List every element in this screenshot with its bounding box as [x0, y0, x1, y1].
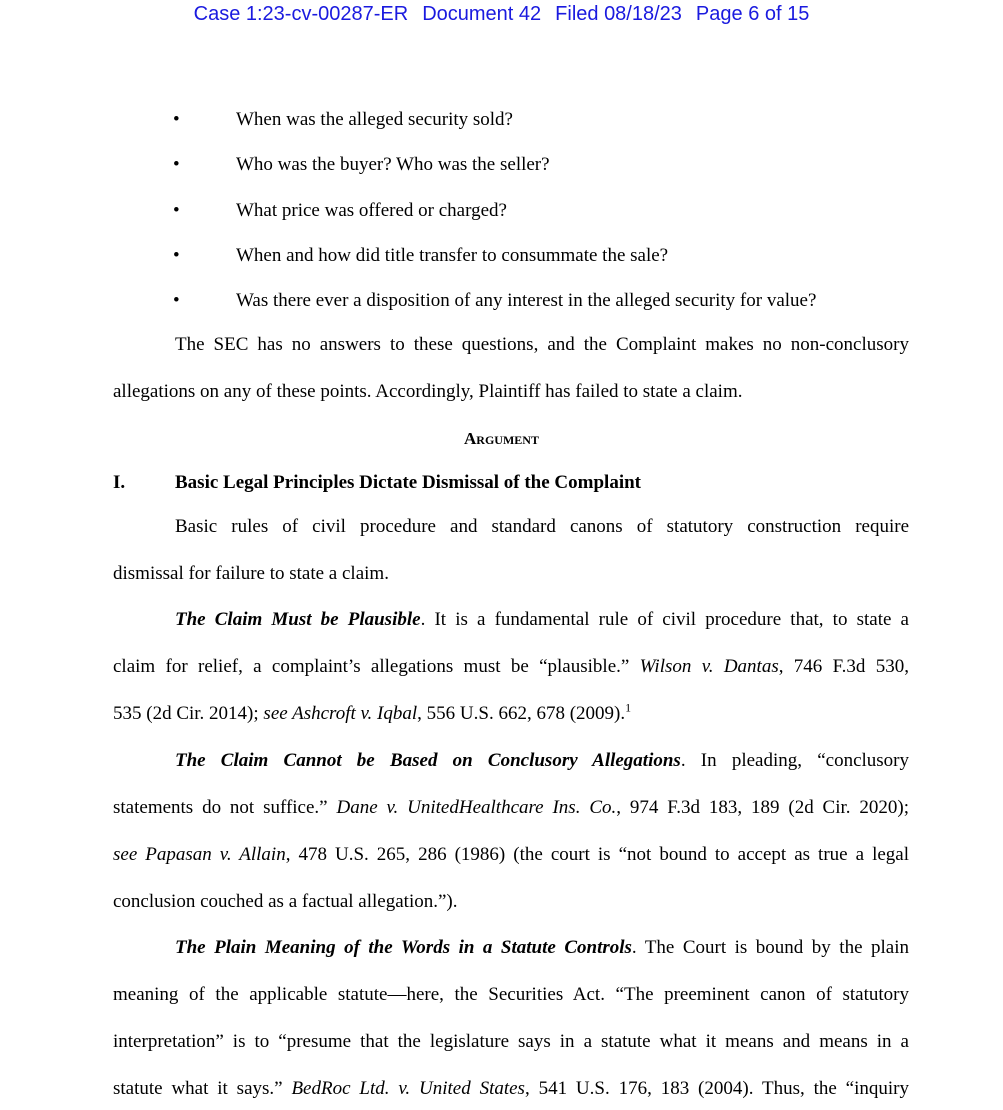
paragraph-line — [113, 1077, 909, 1101]
bullet-icon: • — [173, 200, 180, 221]
text-run: statute what it says.” — [113, 1078, 292, 1099]
document-number: Document 42 — [422, 3, 542, 25]
paragraph-line: interpretation” is to “presume that the legislature says in a statute what it means and means in a — [113, 1031, 909, 1052]
section-number: I. — [113, 472, 126, 493]
page-number: Page 6 of 15 — [695, 3, 810, 25]
text-run: , 541 U.S. 176, 183 (2004). Thus, the “inquiry — [524, 1078, 909, 1099]
case-citation: see Ashcroft v. Iqbal — [263, 703, 418, 724]
bullet-text: When was the alleged security sold? — [236, 109, 513, 130]
paragraph-line — [113, 843, 909, 867]
text-run: . The Court is bound by the plain — [631, 937, 909, 958]
bullet-text: When and how did title transfer to consummate the sale? — [236, 245, 669, 266]
text-run: , 556 U.S. 662, 678 (2009). — [417, 703, 626, 724]
bullet-icon: • — [173, 290, 180, 311]
text-run: 535 (2d Cir. 2014); — [113, 703, 264, 724]
text-run: , 478 U.S. 265, 286 (1986) (the court is “not bound to accept as true a legal — [285, 844, 909, 865]
text-run: claim for relief, a complaint’s allegations must be “plausible.” — [113, 656, 640, 677]
paragraph-line: Basic rules of civil procedure and standard canons of statutory construction require — [175, 516, 909, 537]
paragraph-line — [175, 936, 909, 960]
paragraph-line — [175, 749, 909, 773]
footnote-marker[interactable]: 1 — [625, 700, 632, 715]
paragraph-line: meaning of the applicable statute—here, the Securities Act. “The preeminent canon of statutory — [113, 984, 909, 1005]
bullet-icon: • — [173, 109, 180, 130]
text-run: , 746 F.3d 530, — [778, 656, 910, 677]
filed-date: Filed 08/18/23 — [555, 3, 682, 25]
paragraph-line: The SEC has no answers to these questions, and the Complaint makes no non-conclusory — [175, 334, 909, 355]
paragraph-line — [113, 796, 909, 820]
bullet-icon: • — [173, 245, 180, 266]
case-citation: Dane v. UnitedHealthcare Ins. Co. — [336, 797, 617, 818]
text-run: statements do not suffice.” — [113, 797, 337, 818]
paragraph-line — [113, 655, 909, 679]
paragraph-lead: The Claim Must be Plausible — [175, 609, 421, 630]
section-title: Basic Legal Principles Dictate Dismissal of the Complaint — [175, 472, 641, 493]
text-run: . It is a fundamental rule of civil procedure that, to state a — [420, 609, 909, 630]
text-run: , 974 F.3d 183, 189 (2d Cir. 2020); — [616, 797, 910, 818]
case-citation: see Papasan v. Allain — [113, 844, 286, 865]
paragraph-line: allegations on any of these points. Accordingly, Plaintiff has failed to state a claim. — [113, 381, 743, 402]
bullet-text: What price was offered or charged? — [236, 200, 507, 221]
paragraph-line: conclusion couched as a factual allegation.”). — [113, 891, 458, 912]
argument-heading: Argument — [464, 429, 539, 448]
bullet-text: Was there ever a disposition of any interest in the alleged security for value? — [236, 290, 817, 311]
paragraph-line — [175, 608, 909, 632]
case-number: Case 1:23-cv-00287-ER — [193, 3, 409, 25]
paragraph-line: dismissal for failure to state a claim. — [113, 563, 389, 584]
bullet-icon: • — [173, 154, 180, 175]
paragraph-lead: The Plain Meaning of the Words in a Statute Controls — [175, 937, 632, 958]
paragraph-line — [113, 702, 909, 726]
bullet-text: Who was the buyer? Who was the seller? — [236, 154, 550, 175]
ecf-header — [0, 3, 1003, 26]
paragraph-lead: The Claim Cannot be Based on Conclusory Allegations — [175, 750, 681, 771]
case-citation: Wilson v. Dantas — [639, 656, 779, 677]
case-citation: BedRoc Ltd. v. United States — [291, 1078, 525, 1099]
text-run: . In pleading, “conclusory — [680, 750, 909, 771]
